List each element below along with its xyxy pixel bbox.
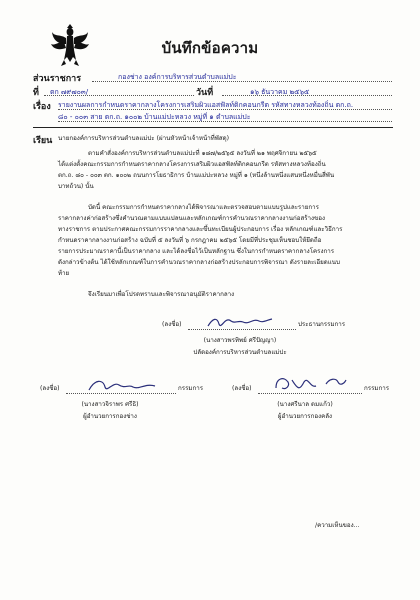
member1-sign-label: (ลงชื่อ)	[40, 385, 60, 392]
member2-name: (นางศรีนาล ดมแก้ว)	[277, 401, 333, 408]
department-value: กองช่าง องค์การบริหารส่วนตำบลแม่ปะ	[118, 73, 237, 81]
paragraph-1-line: ตามคำสั่งองค์การบริหารส่วนตำบลแม่ปะที่ ๑๘๗/๒๕๖๕ ลงวันที่ ๒๑ พฤศจิกายน ๒๕๖๕	[88, 150, 317, 157]
paragraph-1-line: ได้แต่งตั้งคณะกรรมการกำหนดราคากลางโครงการเสริมผิวแอสฟัลท์ติกคอนกรีต รหัสทางหลวงท้องถิ่น	[58, 161, 326, 168]
reference-label: ที่	[33, 88, 39, 98]
member2-role: กรรมการ	[364, 385, 390, 392]
paragraph-2-line: กำหนดราคากลางงานก่อสร้าง ฉบับที่ ๕ ลงวันที่ ๖ กรกฎาคม ๒๕๖๕ โดยมีที่ประชุมเห็นชอบให้ยึดถือ	[58, 237, 322, 244]
chair-name: (นางสาวพรทิพย์ ศรีปัญญา)	[203, 337, 277, 344]
paragraph-2-line: บัดนี้ คณะกรรมการกำหนดราคากลางได้พิจารณาและตรวจสอบตามแบบรูปและรายการ	[88, 204, 319, 211]
memo-title: บันทึกข้อความ	[161, 39, 259, 57]
member2-position: ผู้อำนวยการกองคลัง	[277, 413, 333, 420]
paragraph-1-line: ตก.ถ. ๘๐ - ๐๐๓ ตก. ๑๐๐๒ ถนนการโยธาธิการ บ้านแม่ปะหลวง หมู่ที่ ๑ (หนึ่งล้านหนึ่งแสนหนึ่งหมื่นสี่พัน	[58, 172, 335, 179]
subject-line-1: รายงานผลการกำหนดราคากลางโครงการเสริมผิวแอสฟัลท์ติกคอนกรีต รหัสทางหลวงท้องถิ่น ตก.ถ.	[58, 101, 354, 109]
department-label: ส่วนราชการ	[33, 74, 82, 84]
paragraph-2-line: ท้าย	[58, 270, 70, 277]
to-label: เรียน	[33, 136, 53, 146]
paragraph-2-line: ทางราชการ ตามประกาศคณะกรรมการราคากลางและขึ้นทะเบียนผู้ประกอบการ เรื่อง หลักเกณฑ์และวิธีการ	[58, 226, 343, 233]
reference-value: ตก ๗๙๗๐๓/	[50, 88, 89, 96]
to-value: นายกองค์การบริหารส่วนตำบลแม่ปะ (ผ่านหัวหน้าเจ้าหน้าที่พัสดุ)	[58, 135, 230, 142]
paragraph-2-line: รายการประมาณราคานี้เป็นราคากลาง และได้ลงชื่อไว้เป็นหลักฐาน ซึ่งในการกำหนดราคากลางโครงการ	[58, 248, 335, 255]
paragraph-2-line: ดังกล่าวข้างต้น ได้ใช้หลักเกณฑ์ในการคำนวณราคากลางก่อสร้างประกอบการพิจารณา ดังรายละเอียดแนบ	[58, 259, 340, 266]
member2-sign-label: (ลงชื่อ)	[232, 385, 252, 392]
subject-label: เรื่อง	[33, 102, 51, 112]
paragraph-2-line: ราคากลางค่าก่อสร้างซึ่งคำนวณตามแบบแปลนและหลักเกณฑ์การคำนวณราคากลางงานก่อสร้างของ	[58, 215, 326, 222]
date-value: ๑๖ ธันวาคม ๒๕๖๕	[250, 88, 310, 96]
date-label: วันที่	[196, 88, 214, 98]
member1-role: กรรมการ	[178, 385, 204, 392]
continuation-note: /ความเห็นของ...	[315, 522, 360, 529]
member1-position: ผู้อำนวยการกองช่าง	[83, 413, 137, 420]
chair-handwritten-signature	[205, 312, 275, 332]
member1-handwritten-signature	[85, 375, 160, 397]
paragraph-1-line: บาทถ้วน) นั้น	[58, 183, 94, 190]
subject-line-2: ๘๐ - ๐๐๓ สาย ตก.ถ. ๑๐๐๒ บ้านแม่ปะหลวง หมู่ที่ ๑ ตำบลแม่ปะ	[58, 113, 251, 121]
closing-line: จึงเรียนมาเพื่อโปรดทราบและพิจารณาอนุมัติราคากลาง	[88, 291, 235, 298]
chair-position: ปลัดองค์การบริหารส่วนตำบลแม่ปะ	[193, 349, 287, 356]
chair-role: ประธานกรรมการ	[298, 321, 346, 328]
member2-handwritten-signature	[270, 372, 350, 396]
member1-name: (นางสาวจิราพร ศรีธิ)	[81, 401, 139, 408]
header-divider	[33, 127, 393, 128]
chair-sign-label: (ลงชื่อ)	[162, 321, 182, 328]
